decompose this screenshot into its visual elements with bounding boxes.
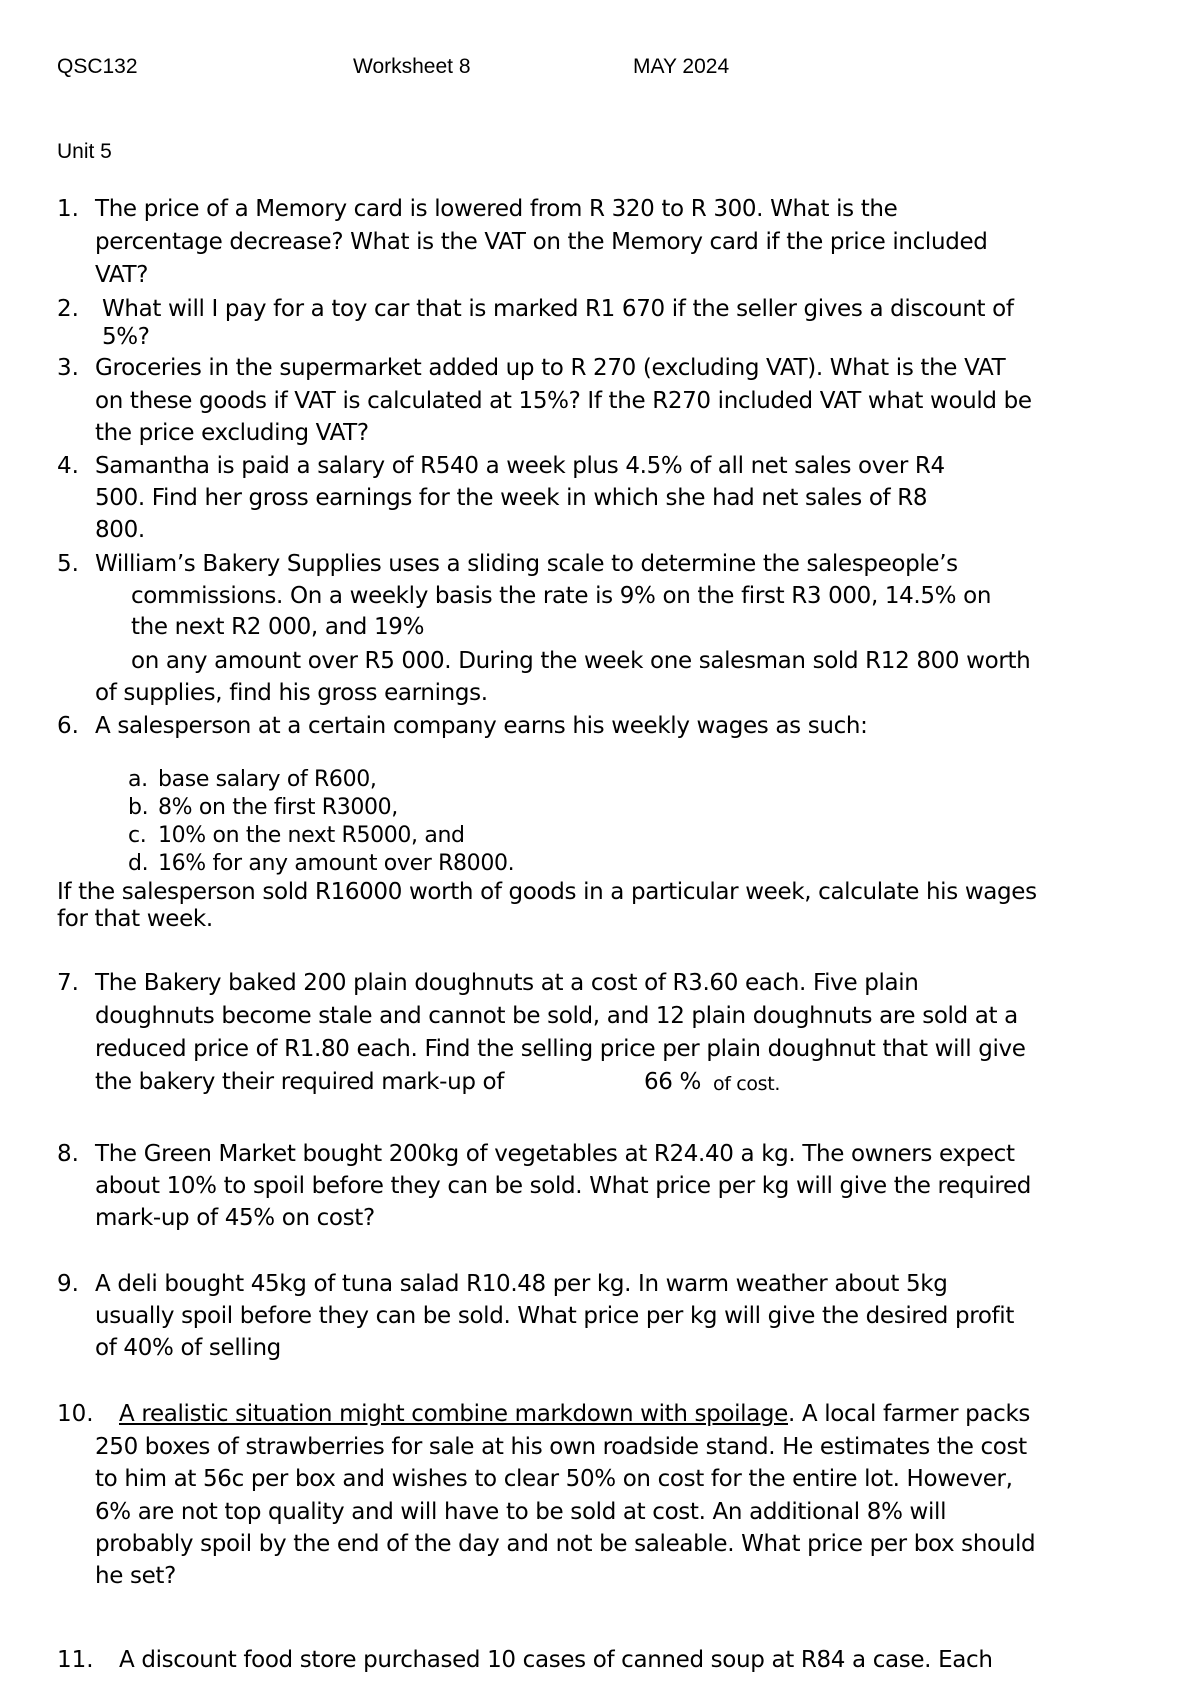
question-text-line: 500. Find her gross earnings for the week in which she had net sales of R8: [95, 485, 928, 511]
course-code: QSC132: [57, 55, 138, 78]
question-10-first-line: [119, 1401, 1030, 1427]
question-1-number: 1.: [57, 196, 79, 222]
question-text-line: What will I pay for a toy car that is marked R1 670 if the seller gives a discount of: [95, 296, 1014, 322]
question-text-line: 800.: [95, 517, 145, 543]
question-10-intro-rest: . A local farmer packs: [787, 1401, 1031, 1427]
question-text-line: commissions. On a weekly basis the rate is 9% on the first R3 000, 14.5% on: [131, 583, 992, 609]
worksheet-title: Worksheet 8: [353, 55, 471, 78]
question-text-line: usually spoil before they can be sold. What price per kg will give the desired profit: [95, 1303, 1015, 1329]
question-11-number: 11.: [57, 1647, 94, 1673]
subitem-c-text: 10% on the next R5000, and: [158, 823, 465, 848]
question-text-line: A deli bought 45kg of tuna salad R10.48 per kg. In warm weather about 5kg: [95, 1271, 948, 1297]
question-text-line: doughnuts become stale and cannot be sold, and 12 plain doughnuts are sold at a: [95, 1003, 1018, 1029]
question-text-line: on any amount over R5 000. During the week one salesman sold R12 800 worth: [131, 648, 1031, 674]
subitem-a-label: a.: [128, 767, 148, 792]
question-text-line: on these goods if VAT is calculated at 15%? If the R270 included VAT what would be: [95, 388, 1032, 414]
question-text-line: the price excluding VAT?: [95, 420, 369, 446]
question-text-line: 6% are not top quality and will have to be sold at cost. An additional 8% will: [95, 1499, 947, 1525]
question-4-number: 4.: [57, 453, 79, 479]
question-3-number: 3.: [57, 355, 79, 381]
question-8-number: 8.: [57, 1141, 79, 1167]
question-text-line: 250 boxes of strawberries for sale at his own roadside stand. He estimates the cost: [95, 1434, 1027, 1460]
question-text-line: the next R2 000, and 19%: [131, 614, 425, 640]
question-text-line: he set?: [95, 1563, 176, 1589]
question-10-number: 10.: [57, 1401, 94, 1427]
subitem-d-text: 16% for any amount over R8000.: [158, 851, 515, 876]
question-text-line: Groceries in the supermarket added up to R 270 (excluding VAT). What is the VAT: [95, 355, 1006, 381]
subitem-b-label: b.: [128, 795, 149, 820]
question-text-line: William’s Bakery Supplies uses a sliding scale to determine the salespeople’s: [95, 551, 958, 577]
subitem-b-text: 8% on the first R3000,: [158, 795, 398, 820]
question-text-line: A discount food store purchased 10 cases of canned soup at R84 a case. Each: [119, 1647, 993, 1673]
unit-heading: Unit 5: [57, 140, 112, 163]
question-text-line: If the salesperson sold R16000 worth of goods in a particular week, calculate his wages: [57, 879, 1037, 905]
question-text-line: reduced price of R1.80 each. Find the selling price per plain doughnut that will give: [95, 1036, 1026, 1062]
markup-basis: of cost.: [713, 1073, 781, 1095]
question-text-line: 5%?: [95, 324, 150, 350]
question-text-line: The Bakery baked 200 plain doughnuts at a cost of R3.60 each. Five plain: [95, 970, 919, 996]
question-5-number: 5.: [57, 551, 79, 577]
question-10-underlined-intro: A realistic situation might combine markdown with spoilage: [119, 1401, 788, 1427]
subitem-c-label: c.: [128, 823, 147, 848]
question-text-line: mark-up of 45% on cost?: [95, 1205, 375, 1231]
question-text-line: Samantha is paid a salary of R540 a week plus 4.5% of all net sales over R4: [95, 453, 945, 479]
worksheet-date: MAY 2024: [633, 55, 730, 78]
question-7-number: 7.: [57, 970, 79, 996]
question-text-line: percentage decrease? What is the VAT on the Memory card if the price included: [95, 229, 988, 255]
markup-percent: 66 %: [644, 1069, 702, 1095]
question-text-line: the bakery their required mark-up of: [95, 1069, 504, 1095]
question-2-number: 2.: [57, 296, 79, 322]
question-text-line: about 10% to spoil before they can be sold. What price per kg will give the required: [95, 1173, 1032, 1199]
subitem-a-text: base salary of R600,: [158, 767, 377, 792]
question-6-number: 6.: [57, 713, 79, 739]
question-text-line: The Green Market bought 200kg of vegetables at R24.40 a kg. The owners expect: [95, 1141, 1015, 1167]
question-text-line: probably spoil by the end of the day and not be saleable. What price per box should: [95, 1531, 1036, 1557]
question-text-line: A salesperson at a certain company earns his weekly wages as such:: [95, 713, 868, 739]
subitem-d-label: d.: [128, 851, 149, 876]
question-text-line: of 40% of selling: [95, 1335, 281, 1361]
question-9-number: 9.: [57, 1271, 79, 1297]
question-text-line: The price of a Memory card is lowered from R 320 to R 300. What is the: [95, 196, 898, 222]
question-text-line: to him at 56c per box and wishes to clear 50% on cost for the entire lot. However,: [95, 1466, 1013, 1492]
question-text-line: for that week.: [57, 906, 213, 932]
question-text-line: VAT?: [95, 262, 149, 288]
question-text-line: of supplies, find his gross earnings.: [95, 680, 488, 706]
